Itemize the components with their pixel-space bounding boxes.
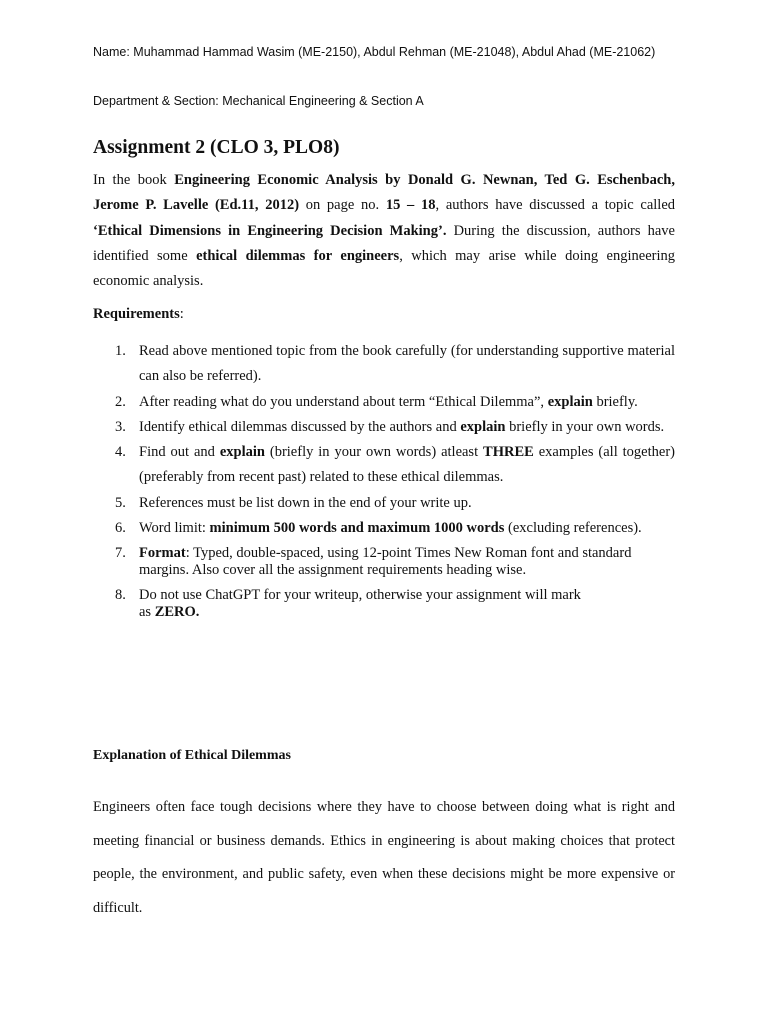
item-text: After reading what do you understand about term “Ethical Dilemma”, [139,393,548,410]
item-text: (excluding references). [504,520,642,537]
intro-text: , which may arise while doing engineering economic analysis. [93,247,675,290]
intro-text: , authors have discussed a topic called [435,197,676,214]
requirements-list [93,339,675,625]
assignment-title: Assignment 2 (CLO 3, PLO8) [93,137,340,158]
item-number: 5. [115,494,126,511]
book-title: Engineering Economic Analysis by Donald G. Newnan, Ted G. Eschenbach, Jerome P. Lavelle (Ed.11, 2012) [93,172,675,214]
list-item [93,390,675,415]
item-text: : Typed, double-spaced, using 12-point Times New Roman font and standard margins. Also cover all the assignment requirements heading wise. [139,545,632,579]
list-item [93,339,675,390]
item-text: Do not use ChatGPT for your writeup, otherwise your assignment will mark [139,587,581,604]
item-number: 1. [115,343,126,359]
item-text: Identify ethical dilemmas discussed by the authors and [139,418,461,435]
student-names: Name: Muhammad Hammad Wasim (ME-2150), Abdul Rehman (ME-21048), Abdul Ahad (ME-21062) [93,45,656,59]
item-text: Find out and [139,444,220,461]
item-number: 7. [115,545,126,562]
requirements-colon: : [179,306,184,322]
item-text: Word limit: [139,520,210,537]
list-item [93,415,675,440]
list-item [93,583,675,625]
item-text: briefly. [592,393,638,410]
item-text: examples (all together) (preferably from recent past) related to these ethical dilemmas. [139,444,675,486]
dilemmas-phrase: ethical dilemmas for engineers [196,247,400,264]
item-number: 4. [115,444,126,461]
item-bold: ZERO. [154,604,200,621]
explanation-heading: Explanation of Ethical Dilemmas [93,748,291,763]
list-item [93,440,675,491]
item-bold: THREE [483,444,534,461]
requirements-heading [93,305,184,323]
item-bold: explain [460,418,506,435]
department-section: Department & Section: Mechanical Engineering & Section A [93,94,424,108]
item-number: 8. [115,587,126,604]
intro-paragraph [93,168,675,294]
requirements-label: Requirements [93,306,180,322]
list-item [93,541,675,583]
item-text: Read above mentioned topic from the book carefully (for understanding supportive material can also be referred). [139,343,675,385]
item-number: 3. [115,418,126,435]
item-bold: minimum 500 words and maximum 1000 words [209,520,505,537]
explanation-paragraph: Engineers often face tough decisions where they have to choose between doing what is right and meeting financial or business demands. Ethics in engineering is about making choices that protect people, the environment, and public safety, even when these decisions might be more expensive or difficult. [93,799,675,916]
item-text: References must be list down in the end of your write up. [139,494,472,511]
list-item [93,516,675,541]
item-text: (briefly in your own words) atleast [264,444,484,461]
list-item [93,491,675,516]
item-bold: explain [547,393,593,410]
topic-title: ‘Ethical Dimensions in Engineering Decision Making’. [93,222,447,239]
item-text: briefly in your own words. [505,418,665,435]
page-range: 15 – 18 [385,197,436,214]
item-bold: Format [139,545,186,562]
item-text: as [139,604,155,621]
intro-text: During the discussion, authors have identified some [93,222,675,264]
item-number: 2. [115,393,126,410]
item-number: 6. [115,520,126,537]
intro-text: on page no. [299,197,386,214]
intro-text: In the book [93,172,175,188]
item-bold: explain [219,444,265,461]
